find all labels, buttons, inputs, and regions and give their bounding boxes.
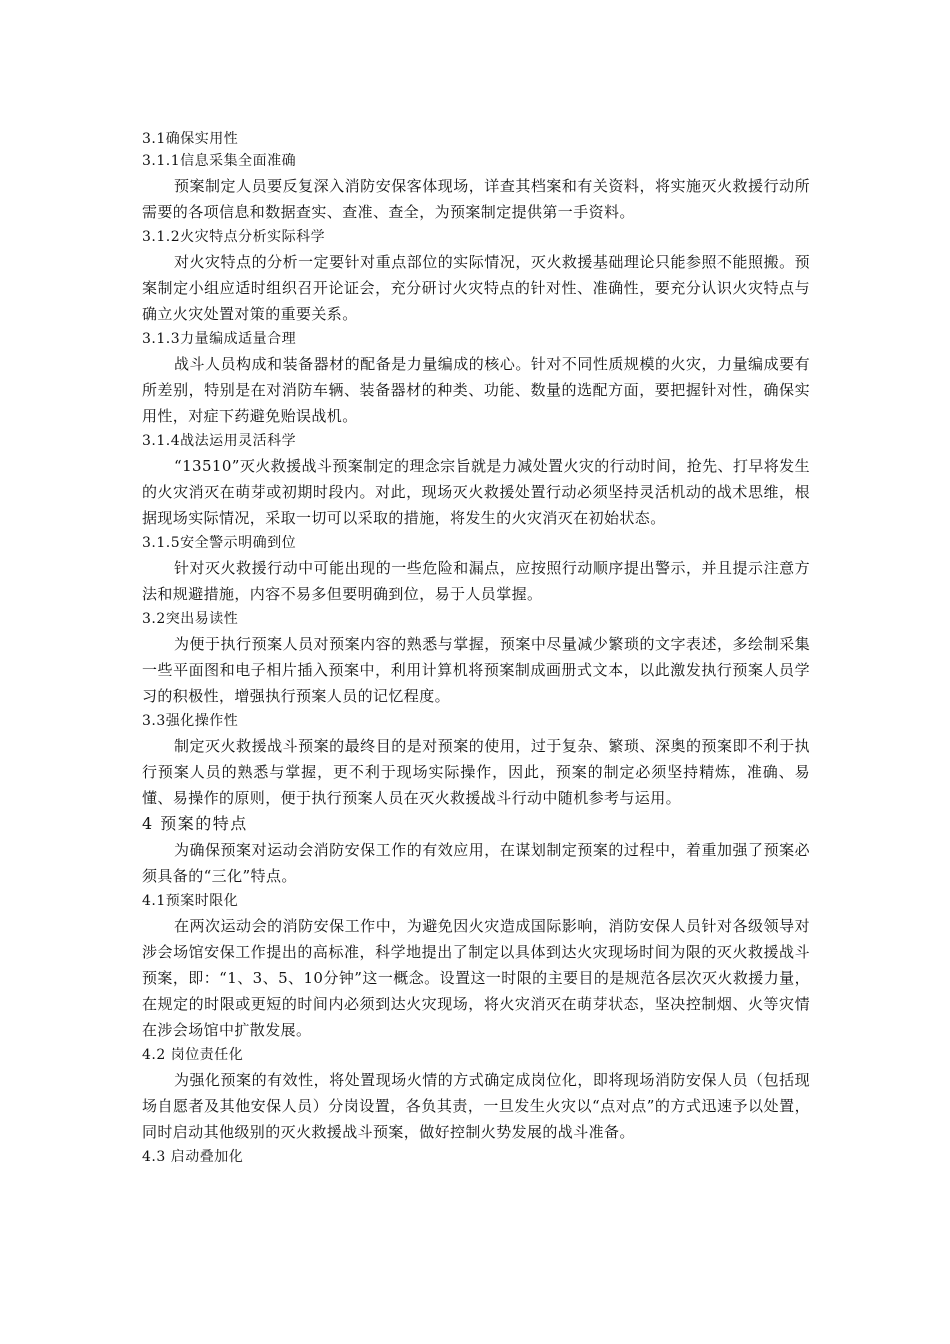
paragraph-time-limit: 在两次运动会的消防安保工作中，为避免因火灾造成国际影响，消防安保人员针对各级领导对涉会场馆安保工作提出的高标准，科学地提出了制定以具体到达火灾现场时间为限的灭火救援战斗预案，即：“1、3、5、10分钟”这一概念。设置这一时限的主要目的是规范各层次灭火救援力量，在规定的时限或更短的时间内必须到达火灾现场，将火灾消灭在萌芽状态，坚决控制烟、火等灾情在涉会场馆中扩散发展。: [142, 917, 810, 1039]
paragraph-plan-features: 为确保预案对运动会消防安保工作的有效应用，在谋划制定预案的过程中，着重加强了预案必须具备的“三化”特点。: [142, 841, 810, 885]
paragraph-tactics: “13510”灭火救援战斗预案制定的理念宗旨就是力减处置火灾的行动时间，抢先、打早将发生的火灾消灭在萌芽或初期时段内。对此，现场灭火救援处置行动必须坚持灵活机动的战术思维，根据现场实际情况，采取一切可以采取的措施，将发生的火灾消灭在初始状态。: [142, 457, 810, 527]
paragraph-safety-warning: 针对灭火救援行动中可能出现的一些危险和漏点，应按照行动顺序提出警示，并且提示注意方法和规避措施，内容不易多但要明确到位，易于人员掌握。: [142, 559, 810, 603]
paragraph-force-composition: 战斗人员构成和装备器材的配备是力量编成的核心。针对不同性质规模的火灾，力量编成要有所差别，特别是在对消防车辆、装备器材的种类、功能、数量的选配方面，要把握针对性，确保实用性，对症下药避免贻误战机。: [142, 355, 810, 425]
section-heading-3-3: 3.3强化操作性: [142, 713, 239, 729]
section-heading-3-1-1: 3.1.1信息采集全面准确: [142, 153, 297, 169]
section-heading-3-1: 3.1确保实用性: [142, 131, 239, 147]
paragraph-operability: 制定灭火救援战斗预案的最终目的是对预案的使用，过于复杂、繁琐、深奥的预案即不利于执行预案人员的熟悉与掌握，更不利于现场实际操作，因此，预案的制定必须坚持精炼，准确、易懂、易操作的原则，便于执行预案人员在灭火救援战斗行动中随机参考与运用。: [142, 737, 810, 807]
paragraph-fire-analysis: 对火灾特点的分析一定要针对重点部位的实际情况，灭火救援基础理论只能参照不能照搬。预案制定小组应适时组织召开论证会，充分研讨火灾特点的针对性、准确性，要充分认识火灾特点与确立火灾处置对策的重要关系。: [142, 253, 810, 323]
section-heading-4-2: 4.2 岗位责任化: [142, 1047, 244, 1063]
section-heading-4: 4 预案的特点: [142, 814, 248, 833]
section-heading-3-1-2: 3.1.2火灾特点分析实际科学: [142, 229, 326, 245]
document-body: [142, 128, 810, 1168]
paragraph-post-responsibility: 为强化预案的有效性，将处置现场火情的方式确定成岗位化，即将现场消防安保人员（包括现场自愿者及其他安保人员）分岗设置，各负其责，一旦发生火灾以“点对点”的方式迅速予以处置，同时启动其他级别的灭火救援战斗预案，做好控制火势发展的战斗准备。: [142, 1071, 810, 1141]
section-heading-3-1-3: 3.1.3力量编成适量合理: [142, 331, 297, 347]
section-heading-3-2: 3.2突出易读性: [142, 611, 239, 627]
section-heading-4-1: 4.1预案时限化: [142, 893, 239, 909]
section-heading-3-1-5: 3.1.5安全警示明确到位: [142, 535, 297, 551]
section-heading-3-1-4: 3.1.4战法运用灵活科学: [142, 433, 297, 449]
paragraph-info-collection: 预案制定人员要反复深入消防安保客体现场，详查其档案和有关资料，将实施灭火救援行动所需要的各项信息和数据查实、查准、查全，为预案制定提供第一手资料。: [142, 177, 810, 221]
section-heading-4-3: 4.3 启动叠加化: [142, 1149, 244, 1165]
paragraph-readability: 为便于执行预案人员对预案内容的熟悉与掌握，预案中尽量减少繁琐的文字表述，多绘制采集一些平面图和电子相片插入预案中，利用计算机将预案制成画册式文本，以此激发执行预案人员学习的积极性，增强执行预案人员的记忆程度。: [142, 635, 810, 705]
